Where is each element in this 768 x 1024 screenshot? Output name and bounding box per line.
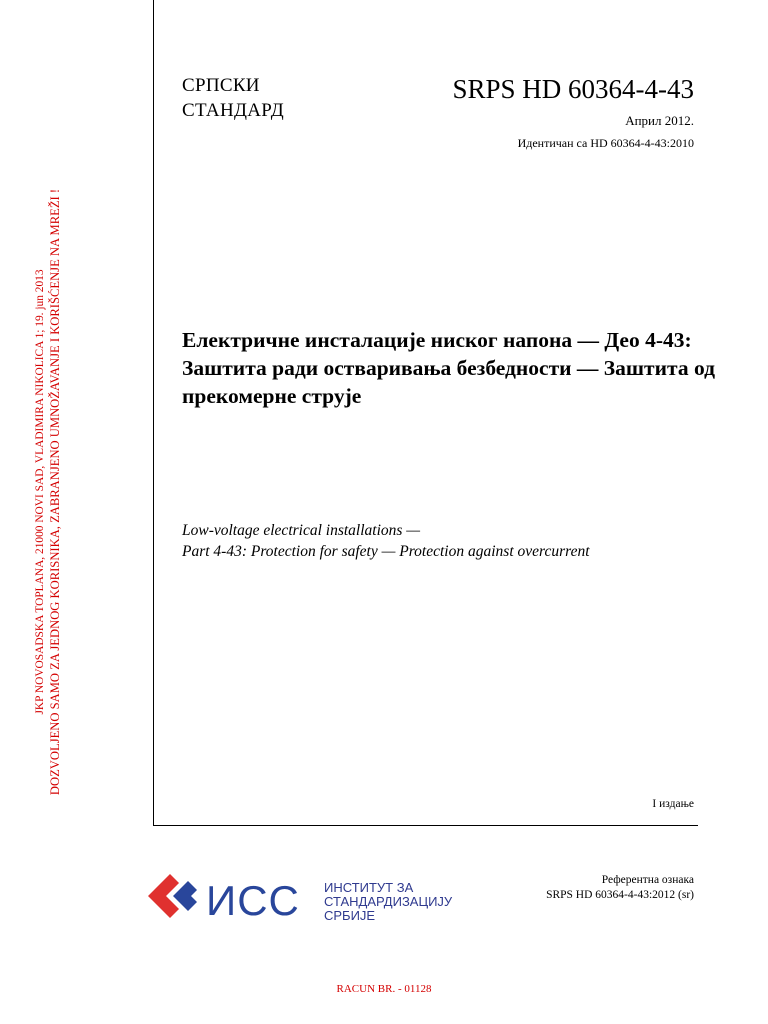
identical-note: Идентичан са HD 60364-4-43:2010 bbox=[517, 136, 694, 150]
standard-id: SRPS HD 60364-4-43 bbox=[452, 74, 694, 104]
label-line-1: СРПСКИ bbox=[182, 75, 260, 96]
reference-value: SRPS HD 60364-4-43:2012 (sr) bbox=[546, 889, 694, 901]
title-english bbox=[182, 520, 722, 562]
title-english-line-1: Low-voltage electrical installations — bbox=[182, 522, 421, 539]
iss-logo-mark-icon bbox=[148, 874, 197, 918]
edition: I издање bbox=[652, 798, 694, 810]
iss-logo bbox=[146, 866, 456, 928]
title-serbian: Електричне инсталације ниског напона — Део 4-43: Заштита ради остваривања безбедности — Заштита од прекомерне струје bbox=[182, 328, 715, 408]
logo-line-1: ИНСТИТУТ ЗА bbox=[324, 880, 414, 895]
license-watermark bbox=[33, 189, 63, 795]
title-english-line-2: Part 4-43: Protection for safety — Protection against overcurrent bbox=[182, 543, 590, 560]
logo-line-2: СТАНДАРДИЗАЦИЈУ bbox=[324, 894, 453, 909]
watermark-line-2: DOZVOLJENO SAMO ZA JEDNOG KORISNIKA, ZABRANJENO UMNOŽAVANJE I KORIŠĆENJE NA MREŽI ! bbox=[48, 188, 62, 796]
vertical-rule bbox=[153, 0, 154, 826]
reference-designation bbox=[546, 873, 694, 903]
logo-line-3: СРБИЈЕ bbox=[324, 908, 376, 923]
logo-abbreviation: ИСС bbox=[206, 877, 300, 924]
publication-date: Април 2012. bbox=[625, 113, 694, 128]
horizontal-rule bbox=[153, 825, 698, 826]
watermark-line-1: JKP NOVOSADSKA TOPLANA, 21000 NOVI SAD, VLADIMIRA NIKOLICA 1; 19. jun 2013 bbox=[34, 269, 46, 715]
label-line-2: СТАНДАРД bbox=[182, 100, 284, 121]
invoice-number: RACUN BR. - 01128 bbox=[336, 983, 432, 995]
reference-label: Референтна ознака bbox=[601, 874, 694, 886]
standard-type-label bbox=[182, 73, 284, 123]
